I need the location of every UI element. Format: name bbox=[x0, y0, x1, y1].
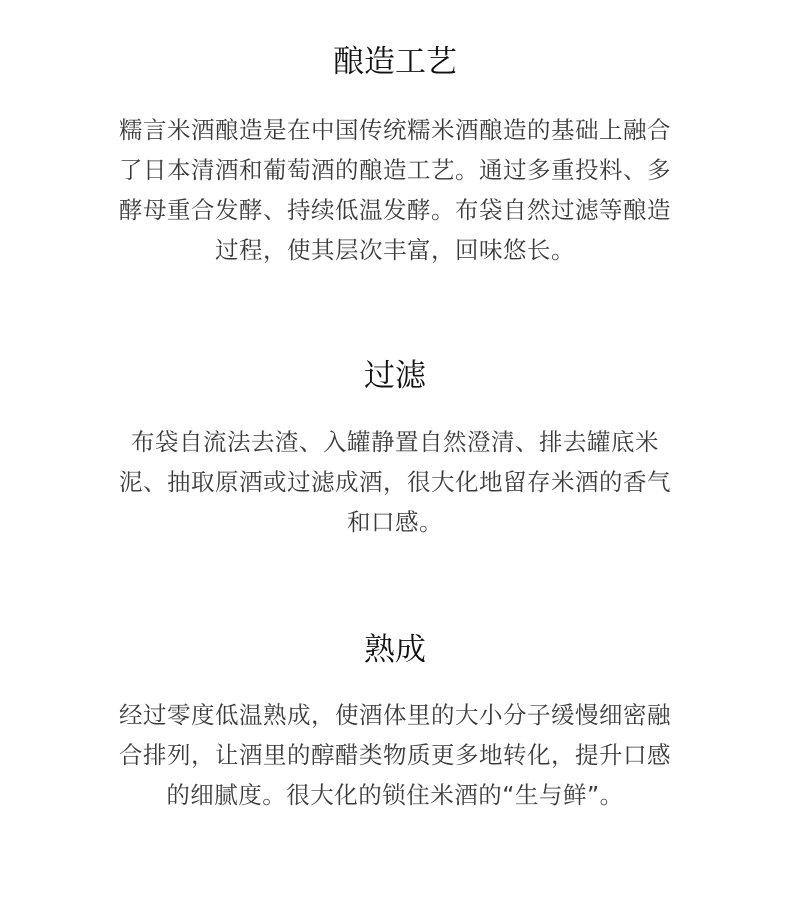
section-filtering bbox=[0, 356, 790, 542]
body-line: 泥、抽取原酒或过滤成酒，很大化地留存米酒的香气 bbox=[119, 468, 671, 496]
body-line: 了日本清酒和葡萄酒的酿造工艺。通过多重投料、多 bbox=[119, 156, 671, 184]
section-title-filtering: 过滤 bbox=[364, 358, 426, 394]
section-title-maturation: 熟成 bbox=[364, 632, 426, 668]
body-line: 糯言米酒酿造是在中国传统糯米酒酿造的基础上融合 bbox=[119, 116, 671, 144]
section-body-brewing bbox=[92, 110, 698, 270]
body-line: 酵母重合发酵、持续低温发酵。布袋自然过滤等酿造 bbox=[119, 196, 671, 224]
body-line: 的细腻度。很大化的锁住米酒的“生与鲜”。 bbox=[166, 781, 624, 809]
section-brewing-process bbox=[0, 42, 790, 270]
body-line: 和口感。 bbox=[347, 508, 443, 536]
body-line: 经过零度低温熟成，使酒体里的大小分子缓慢细密融 bbox=[119, 701, 671, 729]
section-maturation bbox=[0, 630, 790, 815]
body-line: 过程，使其层次丰富，回味悠长。 bbox=[215, 236, 575, 264]
section-body-maturation bbox=[92, 695, 698, 815]
body-line: 合排列，让酒里的醇醋类物质更多地转化，提升口感 bbox=[119, 741, 671, 769]
section-title-brewing: 酿造工艺 bbox=[333, 44, 457, 80]
section-body-filtering bbox=[92, 422, 698, 542]
body-line: 布袋自流法去渣、入罐静置自然澄清、排去罐底米 bbox=[131, 428, 659, 456]
